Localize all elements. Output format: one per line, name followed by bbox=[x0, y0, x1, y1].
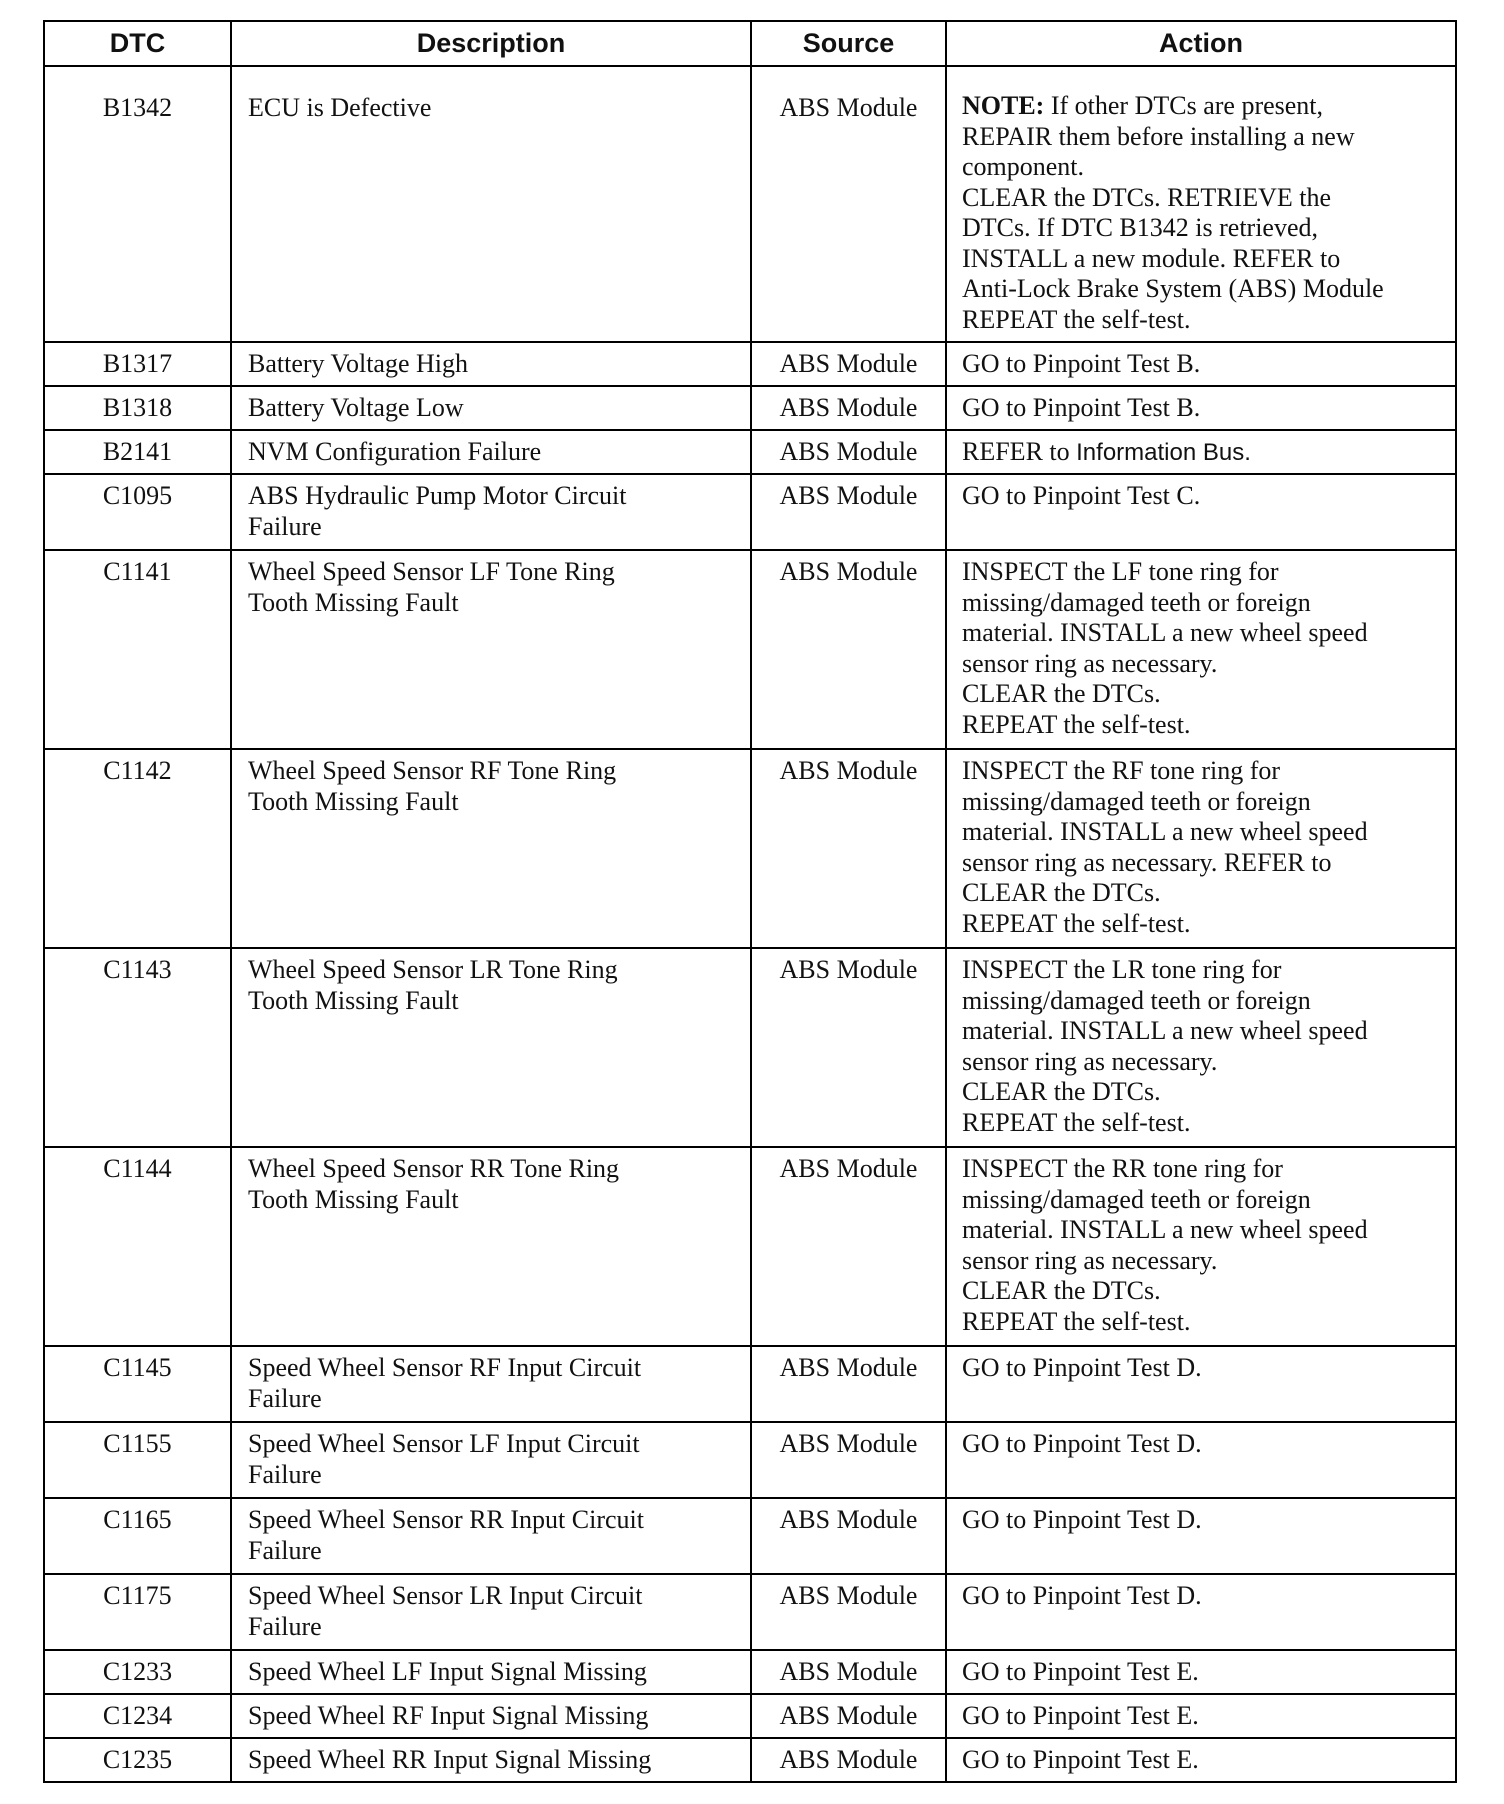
dtc-action bbox=[946, 550, 1456, 749]
dtc-action bbox=[946, 1147, 1456, 1346]
action-line: CLEAR the DTCs. bbox=[962, 878, 1161, 907]
dtc-action bbox=[946, 948, 1456, 1147]
description-line: Failure bbox=[248, 1611, 322, 1641]
dtc-description bbox=[231, 1738, 751, 1782]
description-line: Speed Wheel Sensor LF Input Circuit bbox=[248, 1429, 640, 1458]
dtc-description bbox=[231, 66, 751, 342]
table-row bbox=[44, 948, 1456, 1147]
action-line: material. INSTALL a new wheel speed bbox=[962, 1016, 1368, 1045]
action-line: sensor ring as necessary. bbox=[962, 1046, 1218, 1076]
description-line: ABS Hydraulic Pump Motor Circuit bbox=[248, 481, 627, 510]
dtc-code: B1317 bbox=[44, 342, 231, 386]
description-line: Failure bbox=[248, 1459, 322, 1489]
action-line: INSTALL a new module. REFER to bbox=[962, 243, 1341, 273]
table-row bbox=[44, 1498, 1456, 1574]
action-line: INSPECT the LF tone ring for bbox=[962, 557, 1279, 586]
action-line: REPEAT the self-test. bbox=[962, 1107, 1191, 1137]
action-line: missing/damaged teeth or foreign bbox=[962, 786, 1311, 816]
dtc-source: ABS Module bbox=[751, 66, 946, 342]
action-line: GO to Pinpoint Test B. bbox=[962, 393, 1201, 422]
dtc-description bbox=[231, 550, 751, 749]
header-description: Description bbox=[231, 21, 751, 66]
action-line: sensor ring as necessary. bbox=[962, 1245, 1218, 1275]
action-line: REPEAT the self-test. bbox=[962, 908, 1191, 938]
table-row bbox=[44, 386, 1456, 430]
dtc-description bbox=[231, 342, 751, 386]
dtc-action bbox=[946, 1694, 1456, 1738]
description-line: Wheel Speed Sensor RR Tone Ring bbox=[248, 1154, 620, 1183]
dtc-source: ABS Module bbox=[751, 1422, 946, 1498]
action-line: REPEAT the self-test. bbox=[962, 304, 1191, 334]
dtc-description bbox=[231, 1694, 751, 1738]
dtc-action bbox=[946, 386, 1456, 430]
description-line: Speed Wheel Sensor LR Input Circuit bbox=[248, 1581, 643, 1610]
dtc-code: B2141 bbox=[44, 430, 231, 474]
description-line: Battery Voltage High bbox=[248, 349, 469, 378]
header-dtc: DTC bbox=[44, 21, 231, 66]
action-line: GO to Pinpoint Test D. bbox=[962, 1505, 1202, 1534]
dtc-code: C1143 bbox=[44, 948, 231, 1147]
action-line: sensor ring as necessary. bbox=[962, 648, 1218, 678]
action-line: DTCs. If DTC B1342 is retrieved, bbox=[962, 213, 1319, 242]
description-line: Wheel Speed Sensor RF Tone Ring bbox=[248, 756, 617, 785]
description-line: Tooth Missing Fault bbox=[248, 786, 459, 816]
action-line: REPEAT the self-test. bbox=[962, 1306, 1191, 1336]
dtc-source: ABS Module bbox=[751, 474, 946, 550]
dtc-action bbox=[946, 749, 1456, 948]
dtc-description bbox=[231, 1147, 751, 1346]
header-source: Source bbox=[751, 21, 946, 66]
action-line: sensor ring as necessary. REFER to bbox=[962, 847, 1332, 877]
description-line: Speed Wheel LF Input Signal Missing bbox=[248, 1657, 647, 1686]
dtc-code: C1233 bbox=[44, 1650, 231, 1694]
action-line: GO to Pinpoint Test E. bbox=[962, 1745, 1199, 1774]
description-line: Tooth Missing Fault bbox=[248, 985, 459, 1015]
action-line: REPEAT the self-test. bbox=[962, 709, 1191, 739]
dtc-code: C1234 bbox=[44, 1694, 231, 1738]
action-line: GO to Pinpoint Test D. bbox=[962, 1353, 1202, 1382]
dtc-code: C1165 bbox=[44, 1498, 231, 1574]
action-line: material. INSTALL a new wheel speed bbox=[962, 618, 1368, 647]
dtc-source: ABS Module bbox=[751, 386, 946, 430]
dtc-action bbox=[946, 1574, 1456, 1650]
action-line: INSPECT the LR tone ring for bbox=[962, 955, 1282, 984]
description-line: Tooth Missing Fault bbox=[248, 1184, 459, 1214]
description-line: Battery Voltage Low bbox=[248, 393, 464, 422]
description-line: NVM Configuration Failure bbox=[248, 437, 542, 466]
dtc-code: C1145 bbox=[44, 1346, 231, 1422]
action-line: GO to Pinpoint Test D. bbox=[962, 1429, 1202, 1458]
description-line: Speed Wheel Sensor RR Input Circuit bbox=[248, 1505, 644, 1534]
dtc-action bbox=[946, 1498, 1456, 1574]
table-row bbox=[44, 66, 1456, 342]
action-line: INSPECT the RF tone ring for bbox=[962, 756, 1281, 785]
dtc-action bbox=[946, 430, 1456, 474]
table-row bbox=[44, 430, 1456, 474]
action-line: GO to Pinpoint Test E. bbox=[962, 1657, 1199, 1686]
description-line: Failure bbox=[248, 1383, 322, 1413]
action-prefix: REFER to bbox=[962, 437, 1077, 466]
dtc-source: ABS Module bbox=[751, 948, 946, 1147]
dtc-source: ABS Module bbox=[751, 1147, 946, 1346]
action-line: component. bbox=[962, 152, 1085, 181]
description-line: Wheel Speed Sensor LR Tone Ring bbox=[248, 955, 618, 984]
dtc-action bbox=[946, 1346, 1456, 1422]
action-line: missing/damaged teeth or foreign bbox=[962, 587, 1311, 617]
description-line: Speed Wheel Sensor RF Input Circuit bbox=[248, 1353, 642, 1382]
description-line: ECU is Defective bbox=[248, 93, 432, 122]
table-row bbox=[44, 1574, 1456, 1650]
dtc-source: ABS Module bbox=[751, 1650, 946, 1694]
dtc-description bbox=[231, 1650, 751, 1694]
table-row bbox=[44, 342, 1456, 386]
dtc-code: C1141 bbox=[44, 550, 231, 749]
dtc-source: ABS Module bbox=[751, 550, 946, 749]
action-line: CLEAR the DTCs. RETRIEVE the bbox=[962, 182, 1332, 212]
action-line: GO to Pinpoint Test D. bbox=[962, 1581, 1202, 1610]
table-row bbox=[44, 1422, 1456, 1498]
dtc-description bbox=[231, 948, 751, 1147]
action-line: Anti-Lock Brake System (ABS) Module bbox=[962, 274, 1384, 303]
dtc-source: ABS Module bbox=[751, 1574, 946, 1650]
dtc-source: ABS Module bbox=[751, 1346, 946, 1422]
header-action: Action bbox=[946, 21, 1456, 66]
dtc-action bbox=[946, 1650, 1456, 1694]
description-line: Tooth Missing Fault bbox=[248, 587, 459, 617]
dtc-action bbox=[946, 474, 1456, 550]
description-line: Speed Wheel RF Input Signal Missing bbox=[248, 1701, 649, 1730]
action-line: missing/damaged teeth or foreign bbox=[962, 1184, 1311, 1214]
dtc-table bbox=[43, 20, 1457, 1783]
note-label: NOTE: bbox=[962, 91, 1045, 120]
dtc-source: ABS Module bbox=[751, 1738, 946, 1782]
action-line bbox=[962, 437, 1447, 469]
action-line: CLEAR the DTCs. bbox=[962, 1077, 1161, 1106]
table-header-row bbox=[44, 21, 1456, 66]
dtc-table-container bbox=[43, 20, 1455, 1783]
dtc-description bbox=[231, 1498, 751, 1574]
dtc-source: ABS Module bbox=[751, 1694, 946, 1738]
table-row bbox=[44, 550, 1456, 749]
action-line: CLEAR the DTCs. bbox=[962, 1276, 1161, 1305]
action-line bbox=[962, 91, 1447, 122]
dtc-description bbox=[231, 1346, 751, 1422]
table-row bbox=[44, 474, 1456, 550]
table-row bbox=[44, 1346, 1456, 1422]
table-row bbox=[44, 1147, 1456, 1346]
dtc-description bbox=[231, 430, 751, 474]
information-bus-link: Information Bus. bbox=[1076, 439, 1251, 466]
dtc-action bbox=[946, 342, 1456, 386]
dtc-action bbox=[946, 66, 1456, 342]
action-line: missing/damaged teeth or foreign bbox=[962, 985, 1311, 1015]
table-row bbox=[44, 1650, 1456, 1694]
table-row bbox=[44, 1694, 1456, 1738]
description-line: Wheel Speed Sensor LF Tone Ring bbox=[248, 557, 615, 586]
dtc-description bbox=[231, 749, 751, 948]
dtc-source: ABS Module bbox=[751, 342, 946, 386]
action-line: CLEAR the DTCs. bbox=[962, 679, 1161, 708]
dtc-description bbox=[231, 1574, 751, 1650]
dtc-description bbox=[231, 386, 751, 430]
dtc-code: C1155 bbox=[44, 1422, 231, 1498]
dtc-action bbox=[946, 1422, 1456, 1498]
dtc-action bbox=[946, 1738, 1456, 1782]
action-line: INSPECT the RR tone ring for bbox=[962, 1154, 1283, 1183]
action-line: material. INSTALL a new wheel speed bbox=[962, 1215, 1368, 1244]
action-line-text: If other DTCs are present, bbox=[1044, 91, 1324, 120]
table-row bbox=[44, 749, 1456, 948]
dtc-source: ABS Module bbox=[751, 430, 946, 474]
action-line: REPAIR them before installing a new bbox=[962, 121, 1355, 151]
dtc-code: B1318 bbox=[44, 386, 231, 430]
action-line: material. INSTALL a new wheel speed bbox=[962, 817, 1368, 846]
action-line: GO to Pinpoint Test C. bbox=[962, 481, 1201, 510]
dtc-description bbox=[231, 1422, 751, 1498]
dtc-source: ABS Module bbox=[751, 749, 946, 948]
table-row bbox=[44, 1738, 1456, 1782]
action-line: GO to Pinpoint Test B. bbox=[962, 349, 1201, 378]
description-line: Failure bbox=[248, 511, 322, 541]
dtc-code: C1144 bbox=[44, 1147, 231, 1346]
dtc-code: C1175 bbox=[44, 1574, 231, 1650]
dtc-code: B1342 bbox=[44, 66, 231, 342]
dtc-code: C1235 bbox=[44, 1738, 231, 1782]
dtc-source: ABS Module bbox=[751, 1498, 946, 1574]
description-line: Failure bbox=[248, 1535, 322, 1565]
dtc-code: C1142 bbox=[44, 749, 231, 948]
dtc-code: C1095 bbox=[44, 474, 231, 550]
action-line: GO to Pinpoint Test E. bbox=[962, 1701, 1199, 1730]
description-line: Speed Wheel RR Input Signal Missing bbox=[248, 1745, 652, 1774]
dtc-description bbox=[231, 474, 751, 550]
